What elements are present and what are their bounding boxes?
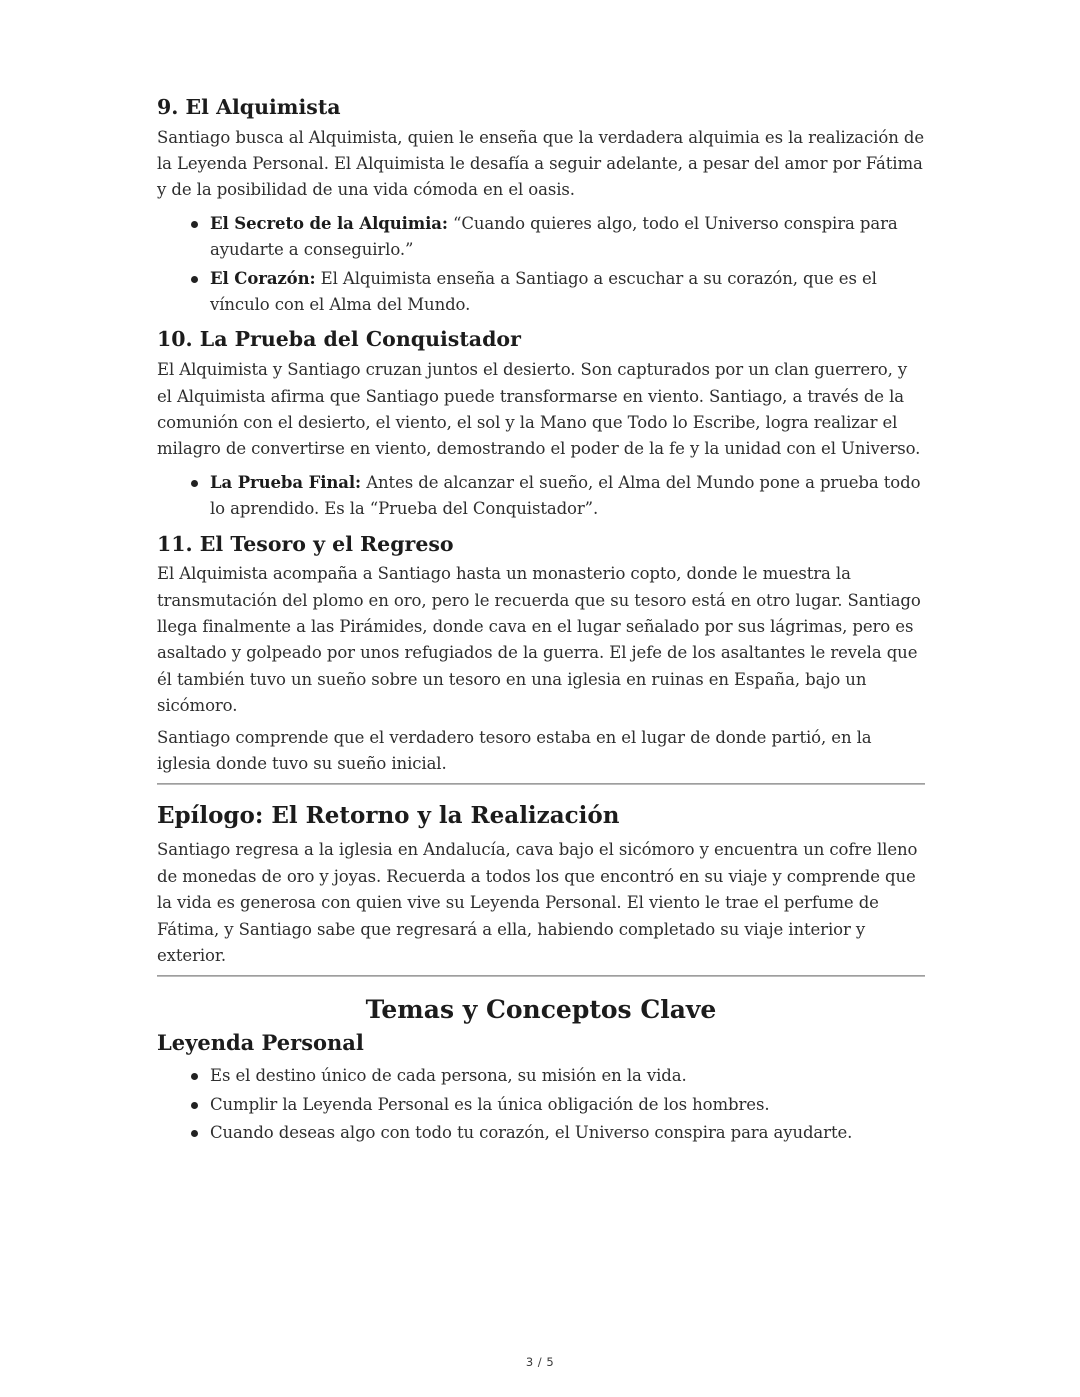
section-11-paragraph-2: Santiago comprende que el verdadero tesoro estaba en el lugar de donde partió, en la iglesia donde tuvo su sueño inicial.	[157, 727, 872, 774]
section-10-bullet-list	[157, 470, 925, 523]
list-item: Es el destino único de cada persona, su misión en la vida.	[210, 1063, 925, 1089]
list-item	[210, 266, 925, 319]
bullet-text: Antes de alcanzar el sueño, el Alma del Mundo pone a prueba todo lo aprendido. Es la “Prueba del Conquistador”.	[210, 472, 921, 519]
document-content	[157, 0, 925, 1147]
leyenda-personal-heading: Leyenda Personal	[157, 1030, 364, 1056]
section-9-bullet-list	[157, 211, 925, 319]
bullet-label: El Secreto de la Alquimia:	[210, 213, 448, 233]
section-11-heading: 11. El Tesoro y el Regreso	[157, 531, 454, 556]
section-divider	[157, 975, 925, 977]
list-item	[210, 211, 925, 264]
bullet-text: El Alquimista enseña a Santiago a escuchar a su corazón, que es el vínculo con el Alma del Mundo.	[210, 268, 877, 315]
section-9-paragraph: Santiago busca al Alquimista, quien le enseña que la verdadera alquimia es la realización de la Leyenda Personal. El Alquimista le desafía a seguir adelante, a pesar del amor por Fátima y de la posibilidad de una vida cómoda en el oasis.	[157, 127, 924, 200]
bullet-label: El Corazón:	[210, 268, 316, 288]
bullet-text: “Cuando quieres algo, todo el Universo conspira para ayudarte a conseguirlo.”	[210, 213, 898, 260]
section-divider	[157, 783, 925, 785]
list-item	[210, 470, 925, 523]
themes-title: Temas y Conceptos Clave	[365, 995, 717, 1025]
section-11-paragraph-1: El Alquimista acompaña a Santiago hasta un monasterio copto, donde le muestra la transmutación del plomo en oro, pero le recuerda que su tesoro está en otro lugar. Santiago llega finalmente a las Pirámides, donde cava en el lugar señalado por sus lágrimas, pero es asaltado y golpeado por unos refugiados de la guerra. El jefe de los asaltantes le revela que él también tuvo un sueño sobre un tesoro en una iglesia en ruinas en España, bajo un sicómoro.	[157, 564, 921, 716]
list-item: Cumplir la Leyenda Personal es la única obligación de los hombres.	[210, 1092, 925, 1118]
section-9-heading: 9. El Alquimista	[157, 95, 341, 119]
page-indicator: 3 / 5	[525, 1355, 555, 1369]
list-item: Cuando deseas algo con todo tu corazón, el Universo conspira para ayudarte.	[210, 1120, 925, 1146]
section-10-heading: 10. La Prueba del Conquistador	[157, 327, 521, 352]
epilogue-heading: Epílogo: El Retorno y la Realización	[157, 802, 620, 830]
section-10-paragraph: El Alquimista y Santiago cruzan juntos el desierto. Son capturados por un clan guerrero, y el Alquimista afirma que Santiago puede transformarse en viento. Santiago, a través de la comunión con el desierto, el viento, el sol y la Mano que Todo lo Escribe, logra realizar el milagro de convertirse en viento, demostrando el poder de la fe y la unidad con el Universo.	[157, 360, 921, 459]
bullet-label: La Prueba Final:	[210, 472, 362, 492]
epilogue-paragraph: Santiago regresa a la iglesia en Andalucía, cava bajo el sicómoro y encuentra un cofre lleno de monedas de oro y joyas. Recuerda a todos los que encontró en su viaje y comprende que la vida es generosa con quien vive su Leyenda Personal. El viento le trae el perfume de Fátima, y Santiago sabe que regresará a ella, habiendo completado su viaje interior y exterior.	[157, 840, 918, 965]
leyenda-personal-bullet-list	[157, 1063, 925, 1146]
